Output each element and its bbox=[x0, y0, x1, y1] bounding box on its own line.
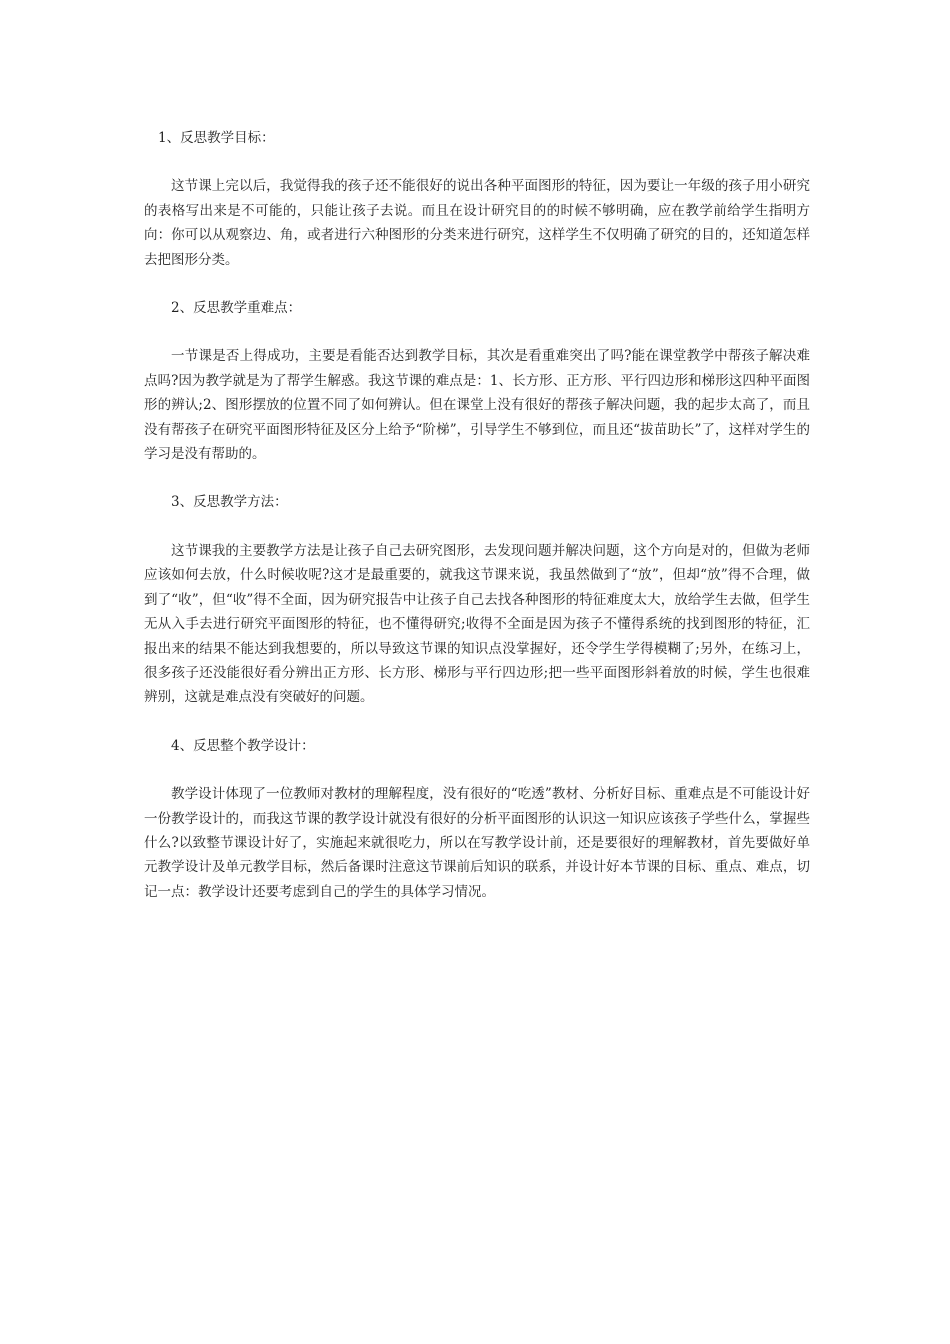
section-paragraph-2: 一节课是否上得成功，主要是看能否达到教学目标，其次是看重难突出了吗?能在课堂教学中帮孩子解决难点吗?因为教学就是为了帮学生解惑。我这节课的难点是：1、长方形、正方形、平行四边形和梯形这四种平面图形的辨认;2、图形摆放的位置不同了如何辨认。但在课堂上没有很好的帮孩子解决问题，我的起步太高了，而且没有帮孩子在研究平面图形特征及区分上给予“阶梯”，引导学生不够到位，而且还“拔苗助长”了，这样对学生的学习是没有帮助的。 bbox=[144, 348, 810, 463]
section-paragraph-1: 这节课上完以后，我觉得我的孩子还不能很好的说出各种平面图形的特征，因为要让一年级的孩子用小研究的表格写出来是不可能的，只能让孩子去说。而且在设计研究目的的时候不够明确，应在教学前给学生指明方向：你可以从观察边、角，或者进行六种图形的分类来进行研究，这样学生不仅明确了研究的目的，还知道怎样去把图形分类。 bbox=[144, 178, 810, 268]
document-body bbox=[144, 126, 810, 904]
spacer bbox=[144, 150, 810, 174]
section-heading-2: 2、反思教学重难点： bbox=[171, 300, 302, 317]
section-heading-3: 3、反思教学方法： bbox=[171, 494, 288, 511]
section-heading-4: 4、反思整个教学设计： bbox=[171, 737, 315, 754]
spacer bbox=[144, 272, 810, 296]
spacer bbox=[144, 710, 810, 734]
spacer bbox=[144, 515, 810, 539]
spacer bbox=[144, 466, 810, 490]
spacer bbox=[144, 320, 810, 344]
spacer bbox=[144, 758, 810, 782]
section-heading-1: 1、反思教学目标： bbox=[158, 130, 275, 146]
section-paragraph-3: 这节课我的主要教学方法是让孩子自己去研究图形，去发现问题并解决问题，这个方向是对的，但做为老师应该如何去放，什么时候收呢?这才是最重要的，就我这节课来说，我虽然做到了“放”，但却“放”得不合理，做到了“收”，但“收”得不全面，因为研究报告中让孩子自己去找各种图形的特征难度太大，放给学生去做，但学生无从入手去进行研究平面图形的特征，也不懂得研究;收得不全面是因为孩子不懂得系统的找到图形的特征，汇报出来的结果不能达到我想要的，所以导致这节课的知识点没掌握好，还令学生学得模糊了;另外，在练习上，很多孩子还没能很好看分辨出正方形、长方形、梯形与平行四边形;把一些平面图形斜着放的时候，学生也很难辨别，这就是难点没有突破好的问题。 bbox=[144, 542, 810, 706]
section-paragraph-4: 教学设计体现了一位教师对教材的理解程度，没有很好的“吃透”教材、分析好目标、重难点是不可能设计好一份教学设计的，而我这节课的教学设计就没有很好的分析平面图形的认识这一知识应该孩子学些什么，掌握些什么?以致整节课设计好了，实施起来就很吃力，所以在写教学设计前，还是要很好的理解教材，首先要做好单元教学设计及单元教学目标，然后备课时注意这节课前后知识的联系，并设计好本节课的目标、重点、难点，切记一点：教学设计还要考虑到自己的学生的具体学习情况。 bbox=[144, 786, 810, 900]
